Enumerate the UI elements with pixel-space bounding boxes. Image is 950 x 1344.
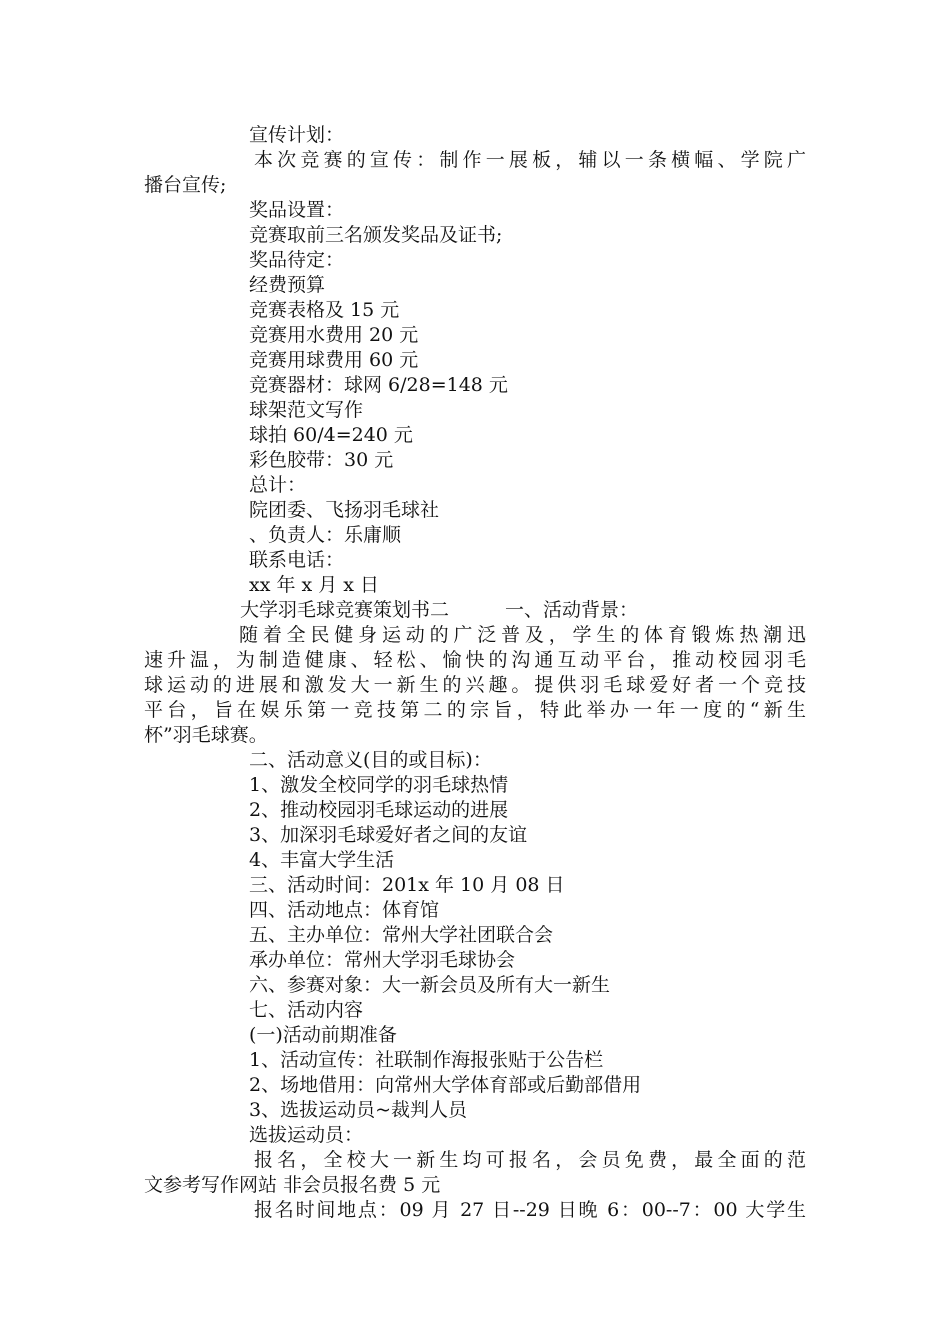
background-line-4: 平台，旨在娱乐第一竞技第二的宗旨，特此举办一年一度的“新生 (144, 699, 806, 721)
activity-host: 五、主办单位：常州大学社团联合会 (249, 924, 554, 946)
activity-participants: 六、参赛对象：大一新会员及所有大一新生 (249, 974, 611, 996)
budget-item-forms: 竞赛表格及 15 元 (249, 299, 400, 321)
activity-time: 三、活动时间：201x 年 10 月 08 日 (249, 874, 565, 896)
background-line-5: 杯”羽毛球赛。 (144, 724, 268, 746)
second-plan-title-row (240, 598, 638, 623)
significance-item-1: 1、激发全校同学的羽毛球热情 (249, 774, 509, 796)
budget-item-rackets: 球拍 60/4=240 元 (249, 424, 413, 446)
budget-item-stand: 球架范文写作 (249, 399, 364, 421)
significance-item-2: 2、推动校园羽毛球运动的进展 (249, 799, 509, 821)
athlete-selection-heading: 选拔运动员： (249, 1124, 364, 1146)
budget-item-tape: 彩色胶带：30 元 (249, 449, 394, 471)
heading-budget: 经费预算 (249, 274, 326, 296)
budget-item-net: 竞赛器材：球网 6/28=148 元 (249, 374, 508, 396)
budget-item-shuttlecocks: 竞赛用球费用 60 元 (249, 349, 419, 371)
significance-item-4: 4、丰富大学生活 (249, 849, 395, 871)
subsection-preparation: (一)活动前期准备 (249, 1024, 397, 1046)
budget-item-water: 竞赛用水费用 20 元 (249, 324, 419, 346)
registration-line-1: 报名，全校大一新生均可报名，会员免费，最全面的范 (254, 1149, 806, 1171)
section-background-heading: 一、活动背景： (505, 599, 639, 621)
date-line: xx 年 x 月 x 日 (249, 574, 380, 596)
text-prize-pending: 奖品待定： (249, 249, 345, 271)
significance-item-3: 3、加深羽毛球爱好者之间的友谊 (249, 824, 528, 846)
person-in-charge: 、负责人：乐庸顺 (249, 524, 402, 546)
paragraph-publicity-line-2: 播台宣传; (144, 174, 227, 196)
preparation-item-2: 2、场地借用：向常州大学体育部或后勤部借用 (249, 1074, 642, 1096)
heading-prize-setup: 奖品设置： (249, 199, 345, 221)
preparation-item-1: 1、活动宣传：社联制作海报张贴于公告栏 (249, 1049, 604, 1071)
paragraph-publicity-line-1: 本次竞赛的宣传：制作一展板，辅以一条横幅、学院广 (254, 149, 806, 171)
text-prize-rule: 竞赛取前三名颁发奖品及证书; (249, 224, 503, 246)
contact-phone: 联系电话： (249, 549, 345, 571)
preparation-item-3: 3、选拔运动员~裁判人员 (249, 1099, 468, 1121)
activity-location: 四、活动地点：体育馆 (249, 899, 440, 921)
second-plan-title: 大学羽毛球竞赛策划书二 (240, 599, 450, 621)
heading-publicity-plan: 宣传计划： (249, 124, 345, 146)
section-content-heading: 七、活动内容 (249, 999, 364, 1021)
background-line-1: 随着全民健身运动的广泛普及，学生的体育锻炼热潮迅 (239, 624, 806, 646)
organizer-line: 院团委、飞扬羽毛球社 (249, 499, 440, 521)
registration-time-place: 报名时间地点：09 月 27 日--29 日晚 6：00--7：00 大学生 (254, 1199, 806, 1221)
registration-line-2: 文参考写作网站 非会员报名费 5 元 (144, 1174, 441, 1196)
background-line-2: 速升温，为制造健康、轻松、愉快的沟通互动平台，推动校园羽毛 (144, 649, 806, 671)
background-line-3: 球运动的进展和激发大一新生的兴趣。提供羽毛球爱好者一个竞技 (144, 674, 806, 696)
budget-total: 总计： (249, 474, 307, 496)
section-significance-heading: 二、活动意义(目的或目标)： (249, 749, 492, 771)
activity-organizer: 承办单位：常州大学羽毛球协会 (249, 949, 516, 971)
